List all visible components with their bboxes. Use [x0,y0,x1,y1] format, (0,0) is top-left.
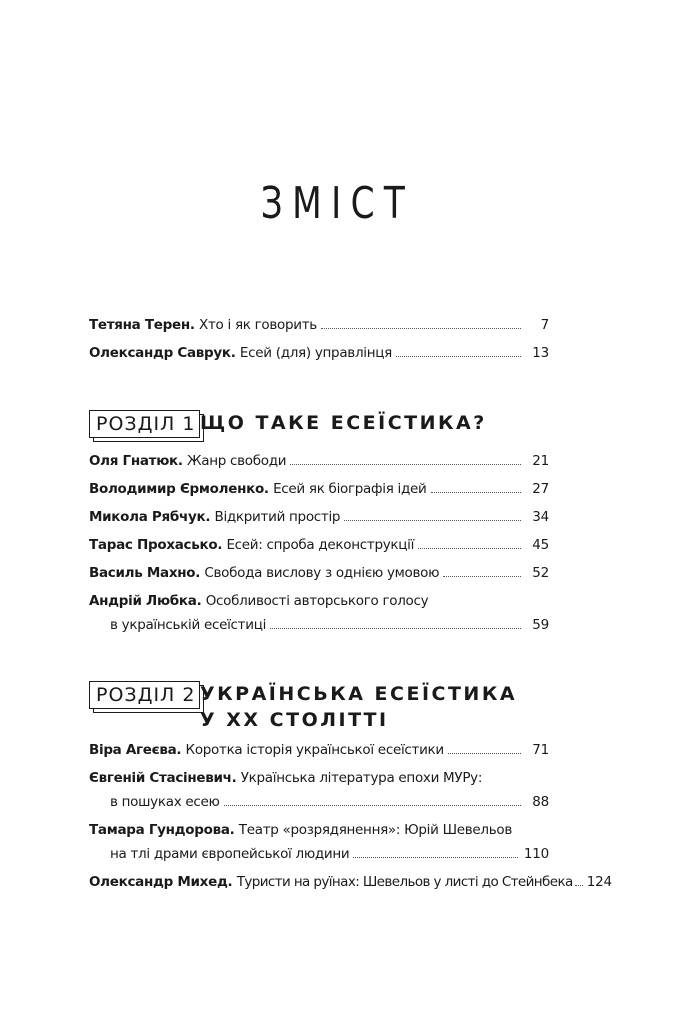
entry-author: Андрій Любка. [89,593,202,609]
section-label: РОЗДІЛ 2 [89,681,200,709]
entry-title-continued: на тлі драми європейської людини [110,846,350,862]
toc-entry[interactable] [89,534,549,558]
entry-author: Володимир Єрмоленко. [89,481,269,497]
entry-title: Есей (для) управлінця [239,345,392,361]
entry-page-number: 13 [532,345,549,361]
dot-leader [344,510,521,521]
entry-title: Особливості авторського голосу [205,593,429,609]
entry-page-number: 59 [532,617,549,633]
toc-entry[interactable] [89,590,549,640]
section-heading-line: УКРАЇНСЬКА ЕСЕЇСТИКА [200,683,518,705]
entry-title: Туристи на руїнах: Шевельов у листі до Стейнбека [236,874,573,890]
section-heading-line: У ХХ СТОЛІТТІ [200,709,389,731]
entry-page-number: 88 [532,794,549,810]
toc-entry[interactable] [89,871,612,895]
entry-title: Відкритий простір [214,509,341,525]
entry-title: Есей як біографія ідей [273,481,427,497]
entry-author: Оля Гнатюк. [89,453,183,469]
section-heading [200,681,517,733]
dot-leader [418,538,521,549]
toc-entry[interactable] [89,342,549,366]
toc-entry[interactable] [89,562,549,586]
dot-leader [443,566,521,577]
entry-title: Жанр свободи [187,453,287,469]
entry-author: Василь Махно. [89,565,201,581]
entry-author: Олександр Саврук. [89,345,236,361]
entry-page-number: 52 [532,565,549,581]
toc-entry[interactable] [89,506,549,530]
dot-leader [224,795,521,806]
entry-author: Микола Рябчук. [89,509,211,525]
entry-title: Есей: спроба деконструкції [226,537,415,553]
entry-title-continued: в пошуках есею [110,794,220,810]
entry-page-number: 7 [540,317,549,333]
toc-entry[interactable] [89,739,549,763]
entry-title: Коротка історія української есеїстики [185,742,444,758]
entry-page-number: 124 [586,874,612,890]
entry-title: Театр «розрядянення»: Юрій Шевельов [238,822,512,838]
entry-page-number: 110 [523,846,549,862]
dot-leader [575,875,583,886]
toc-entry[interactable] [89,450,549,474]
entry-page-number: 45 [532,537,549,553]
entry-author: Олександр Михед. [89,874,233,890]
entry-author: Євгеній Стасіневич. [89,770,237,786]
entry-title-continued: в українській есеїстиці [110,617,267,633]
page-title: ЗМІСТ [260,178,415,229]
dot-leader [270,618,521,629]
entry-author: Тетяна Терен. [89,317,195,333]
toc-entry[interactable] [89,819,549,869]
dot-leader [396,346,521,357]
entry-title: Українська література епохи МУРу: [240,770,483,786]
dot-leader [290,454,521,465]
entry-page-number: 21 [532,453,549,469]
entry-title: Свобода вислову з однією умовою [204,565,440,581]
section-heading: ЩО ТАКЕ ЕСЕЇСТИКА? [200,412,487,434]
entry-title: Хто і як говорить [199,317,317,333]
section-label: РОЗДІЛ 1 [89,410,200,438]
dot-leader [321,318,521,329]
dot-leader [353,847,517,858]
entry-page-number: 27 [532,481,549,497]
entry-page-number: 71 [532,742,549,758]
entry-author: Тарас Прохасько. [89,537,223,553]
toc-entry[interactable] [89,478,549,502]
dot-leader [431,482,522,493]
dot-leader [448,743,521,754]
entry-page-number: 34 [532,509,549,525]
toc-entry[interactable] [89,767,549,817]
toc-entry[interactable] [89,314,549,338]
entry-author: Тамара Гундорова. [89,822,235,838]
entry-author: Віра Агеєва. [89,742,182,758]
